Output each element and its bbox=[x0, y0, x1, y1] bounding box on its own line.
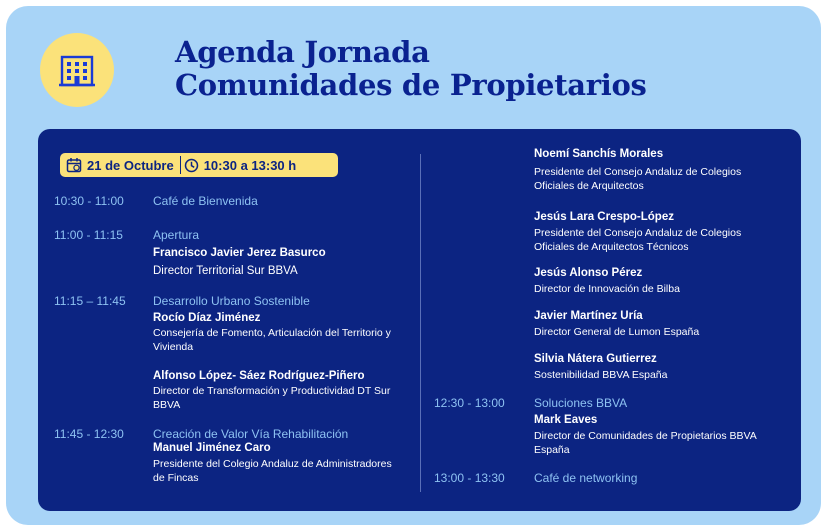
speaker-role-line: España bbox=[534, 444, 570, 456]
speaker-role-line: Presidente del Consejo Andaluz de Colegios bbox=[534, 166, 742, 178]
session-time: 13:00 - 13:30 bbox=[434, 471, 505, 485]
speaker-role bbox=[534, 429, 757, 457]
clock-icon bbox=[184, 158, 199, 173]
speaker-role-line: Director de Comunidades de Propietarios BBVA bbox=[534, 430, 757, 442]
session-topic: Café de Bienvenida bbox=[153, 194, 258, 208]
building-badge bbox=[40, 33, 114, 107]
speaker-name: Silvia Nátera Gutierrez bbox=[534, 353, 657, 365]
session-topic: Creación de Valor Vía Rehabilitación bbox=[153, 427, 349, 441]
title-line-1: Agenda Jornada bbox=[175, 35, 430, 69]
speaker-role bbox=[153, 457, 392, 485]
session-topic: Apertura bbox=[153, 228, 200, 242]
speaker-role-line: Presidente del Consejo Andaluz de Colegios bbox=[534, 227, 742, 239]
speaker-role-line: Director de Transformación y Productividad DT Sur bbox=[153, 385, 391, 397]
pill-separator bbox=[180, 156, 181, 174]
date-time-pill bbox=[60, 153, 338, 177]
column-divider bbox=[420, 154, 421, 492]
speaker-name: Jesús Lara Crespo-López bbox=[534, 211, 674, 223]
speaker-name: Manuel Jiménez Caro bbox=[153, 442, 271, 454]
agenda-panel bbox=[38, 129, 801, 511]
speaker-role: Director Territorial Sur BBVA bbox=[153, 265, 298, 277]
speaker-name: Mark Eaves bbox=[534, 414, 598, 426]
speaker-name: Francisco Javier Jerez Basurco bbox=[153, 247, 326, 259]
session-topic: Desarrollo Urbano Sostenible bbox=[153, 294, 310, 308]
session-topic: Soluciones BBVA bbox=[534, 396, 628, 410]
speaker-role bbox=[534, 165, 741, 193]
session-time: 12:30 - 13:00 bbox=[434, 396, 505, 410]
event-time: 10:30 a 13:30 h bbox=[203, 157, 297, 173]
speaker-role: Director General de Lumon España bbox=[534, 326, 700, 338]
speaker-role-line: Vivienda bbox=[153, 341, 194, 353]
event-date: 21 de Octubre bbox=[87, 157, 174, 173]
session-topic: Café de networking bbox=[534, 471, 638, 485]
speaker-role-line: Oficiales de Arquitectos bbox=[534, 180, 644, 192]
speaker-name: Javier Martínez Uría bbox=[534, 310, 643, 322]
speaker-name: Jesús Alonso Pérez bbox=[534, 267, 643, 279]
speaker-role bbox=[534, 226, 741, 254]
speaker-name: Noemí Sanchís Morales bbox=[534, 148, 664, 160]
speaker-role-line: de Fincas bbox=[153, 472, 199, 484]
agenda-card bbox=[6, 6, 821, 525]
session-time: 11:00 - 11:15 bbox=[54, 228, 123, 242]
speaker-role-line: Oficiales de Arquitectos Técnicos bbox=[534, 241, 689, 253]
speaker-role: Sostenibilidad BBVA España bbox=[534, 369, 668, 381]
speaker-role bbox=[153, 384, 390, 412]
speaker-role bbox=[153, 326, 391, 354]
page-title bbox=[175, 36, 647, 102]
speaker-name: Alfonso López- Sáez Rodríguez-Piñero bbox=[153, 370, 365, 382]
session-time: 10:30 - 11:00 bbox=[54, 194, 124, 208]
calendar-icon bbox=[66, 157, 82, 173]
session-time: 11:45 - 12:30 bbox=[54, 427, 124, 441]
building-icon bbox=[59, 53, 95, 87]
speaker-role: Director de Innovación de Bilba bbox=[534, 283, 680, 295]
speaker-role-line: BBVA bbox=[153, 399, 181, 411]
title-line-2: Comunidades de Propietarios bbox=[175, 68, 647, 102]
speaker-name: Rocío Díaz Jiménez bbox=[153, 312, 261, 324]
speaker-role-line: Presidente del Colegio Andaluz de Administradores bbox=[153, 458, 392, 470]
speaker-role-line: Consejería de Fomento, Articulación del Territorio y bbox=[153, 327, 391, 339]
session-time: 11:15 – 11:45 bbox=[54, 294, 126, 308]
